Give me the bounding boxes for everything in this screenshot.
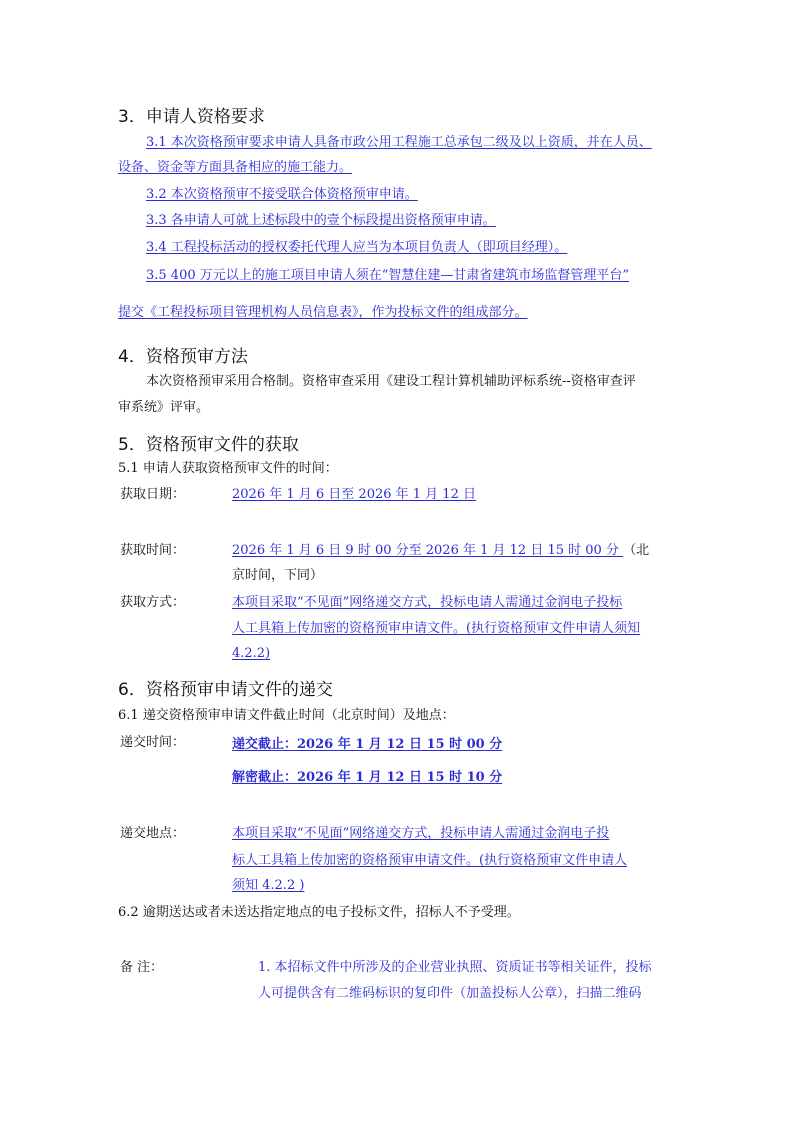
submit-place-line2: 标人工具箱上传加密的资格预审申请文件。(执行资格预审文件申请人 (232, 853, 628, 868)
section-5-sub: 5.1 申请人获取资格预审文件的时间： (118, 461, 338, 476)
section-3-item-3-1-line2: 设备、资金等方面具备相应的施工能力。 (118, 160, 353, 175)
section-3-item-3-2: 3.2 本次资格预审不接受联合体资格预审申请。 (146, 187, 418, 202)
remarks-label: 备 注： (120, 960, 164, 975)
section-4-text-line2: 审系统》评审。 (118, 400, 210, 415)
section-6-2: 6.2 逾期送达或者未送达指定地点的电子投标文件，招标人不予受理。 (118, 905, 520, 920)
acquire-date-value: 2026 年 1 月 6 日至 2026 年 1 月 12 日 (232, 487, 476, 502)
section-3-heading: 3．申请人资格要求 (118, 107, 265, 127)
acquire-method-label: 获取方式： (120, 595, 186, 610)
section-3-item-3-3: 3.3 各申请人可就上述标段中的壹个标段提出资格预审申请。 (146, 213, 496, 228)
section-3-item-3-1-line1: 3.1 本次资格预审要求申请人具备市政公用工程施工总承包二级及以上资质，并在人员、 (146, 135, 652, 150)
acquire-time-line2: 京时间，下同） (232, 568, 324, 583)
acquire-date-label: 获取日期： (120, 487, 186, 502)
section-6-sub: 6.1 递交资格预审申请文件截止时间（北京时间）及地点： (118, 708, 455, 723)
section-5-heading: 5．资格预审文件的获取 (118, 435, 299, 455)
acquire-time-suffix: （北 (623, 543, 650, 558)
section-3-item-3-5-line1: 3.5 400 万元以上的施工项目申请人须在“智慧住建—甘肃省建筑市场监督管理平台” (146, 268, 630, 283)
section-4-heading: 4．资格预审方法 (118, 347, 248, 367)
section-6-heading: 6．资格预审申请文件的递交 (118, 680, 333, 700)
decrypt-deadline: 解密截止：2026 年 1 月 12 日 15 时 10 分 (232, 770, 503, 785)
submit-place-line1: 本项目采取“不见面”网络递交方式，投标申请人需通过金润电子投 (232, 826, 610, 841)
submit-place-line3: 须知 4.2.2 ) (232, 878, 305, 893)
acquire-method-line2: 人工具箱上传加密的资格预审申请文件。(执行资格预审文件申请人须知 (232, 621, 641, 636)
section-4-text-line1: 本次资格预审采用合格制。资格审查采用《建设工程计算机辅助评标系统--资格审查评 (146, 374, 636, 389)
remarks-line2: 人可提供含有二维码标识的复印件（加盖投标人公章），扫描二维码 (258, 986, 642, 1001)
section-3-item-3-5-line2: 提交《工程投标项目管理机构人员信息表》，作为投标文件的组成部分。 (118, 305, 528, 320)
acquire-time-value: 2026 年 1 月 6 日 9 时 00 分至 2026 年 1 月 12 日 15 时 00 分 (232, 543, 624, 558)
remarks-line1: 1. 本招标文件中所涉及的企业营业执照、资质证书等相关证件，投标 (258, 960, 652, 975)
acquire-time-label: 获取时间： (120, 543, 186, 558)
acquire-method-line3: 4.2.2) (232, 646, 271, 661)
section-3-item-3-4: 3.4 工程投标活动的授权委托代理人应当为本项目负责人（即项目经理）。 (146, 240, 568, 255)
submit-place-label: 递交地点： (120, 826, 186, 841)
submit-deadline: 递交截止：2026 年 1 月 12 日 15 时 00 分 (232, 737, 503, 752)
acquire-method-line1: 本项目采取“不见面”网络递交方式，投标电请人需通过金润电子投标 (232, 595, 623, 610)
submit-time-label: 递交时间： (120, 735, 186, 750)
acquire-time-row (232, 543, 649, 559)
